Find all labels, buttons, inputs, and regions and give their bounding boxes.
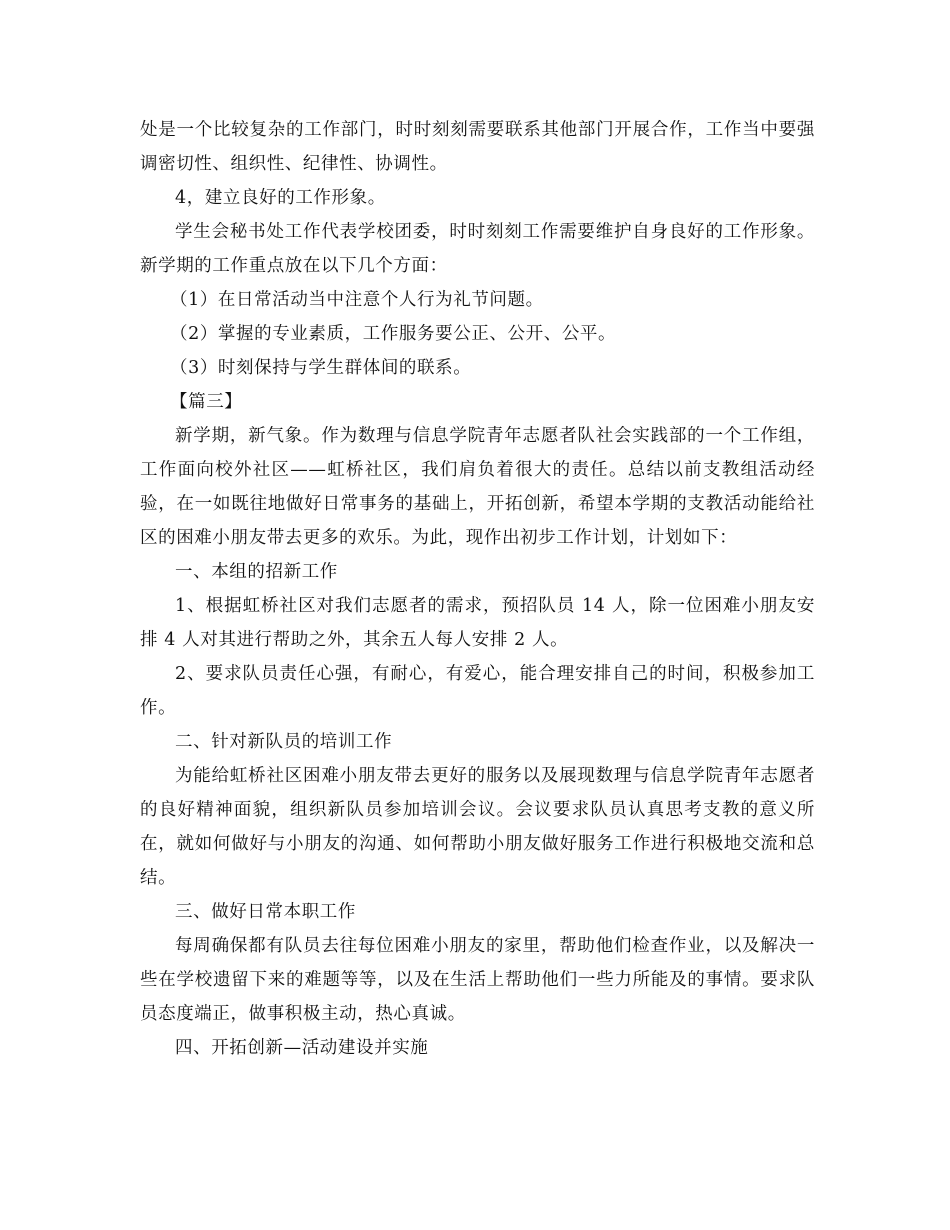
- paragraph: 处是一个比较复杂的工作部门，时时刻刻需要联系其他部门开展合作，工作当中要强调密切性、组织性、纪律性、协调性。: [140, 120, 815, 174]
- paragraph: 学生会秘书处工作代表学校团委，时时刻刻工作需要维护自身良好的工作形象。新学期的工作重点放在以下几个方面：: [140, 222, 815, 276]
- paragraph: 2、要求队员责任心强，有耐心，有爱心，能合理安排自己的时间，积极参加工作。: [140, 664, 815, 718]
- paragraph: 每周确保都有队员去往每位困难小朋友的家里，帮助他们检查作业，以及解决一些在学校遗留下来的难题等等，以及在生活上帮助他们一些力所能及的事情。要求队员态度端正，做事积极主动，热心真诚。: [140, 936, 815, 1024]
- paragraph: 1、根据虹桥社区对我们志愿者的需求，预招队员 14 人，除一位困难小朋友安排 4 人对其进行帮助之外，其余五人每人安排 2 人。: [140, 596, 815, 650]
- paragraph: 为能给虹桥社区困难小朋友带去更好的服务以及展现数理与信息学院青年志愿者的良好精神面貌，组织新队员参加培训会议。会议要求队员认真思考支教的意义所在，就如何做好与小朋友的沟通、如何帮助小朋友做好服务工作进行积极地交流和总结。: [140, 766, 815, 888]
- list-item: （2）掌握的专业素质，工作服务要公正、公开、公平。: [170, 324, 617, 344]
- section-heading: 【篇三】: [170, 392, 243, 412]
- section-heading: 二、针对新队员的培训工作: [175, 732, 393, 752]
- list-item: （1）在日常活动当中注意个人行为礼节问题。: [170, 290, 544, 310]
- section-heading: 三、做好日常本职工作: [175, 902, 356, 922]
- paragraph: 新学期，新气象。作为数理与信息学院青年志愿者队社会实践部的一个工作组，工作面向校外社区——虹桥社区，我们肩负着很大的责任。总结以前支教组活动经验，在一如既往地做好日常事务的基础上，开拓创新，希望本学期的支教活动能给社区的困难小朋友带去更多的欢乐。为此，现作出初步工作计划，计划如下：: [140, 426, 815, 548]
- document-body: [140, 113, 815, 1065]
- paragraph: 4，建立良好的工作形象。: [175, 188, 386, 208]
- list-item: （3）时刻保持与学生群体间的联系。: [170, 358, 472, 378]
- section-heading: 四、开拓创新—活动建设并实施: [175, 1038, 429, 1058]
- section-heading: 一、本组的招新工作: [175, 562, 338, 582]
